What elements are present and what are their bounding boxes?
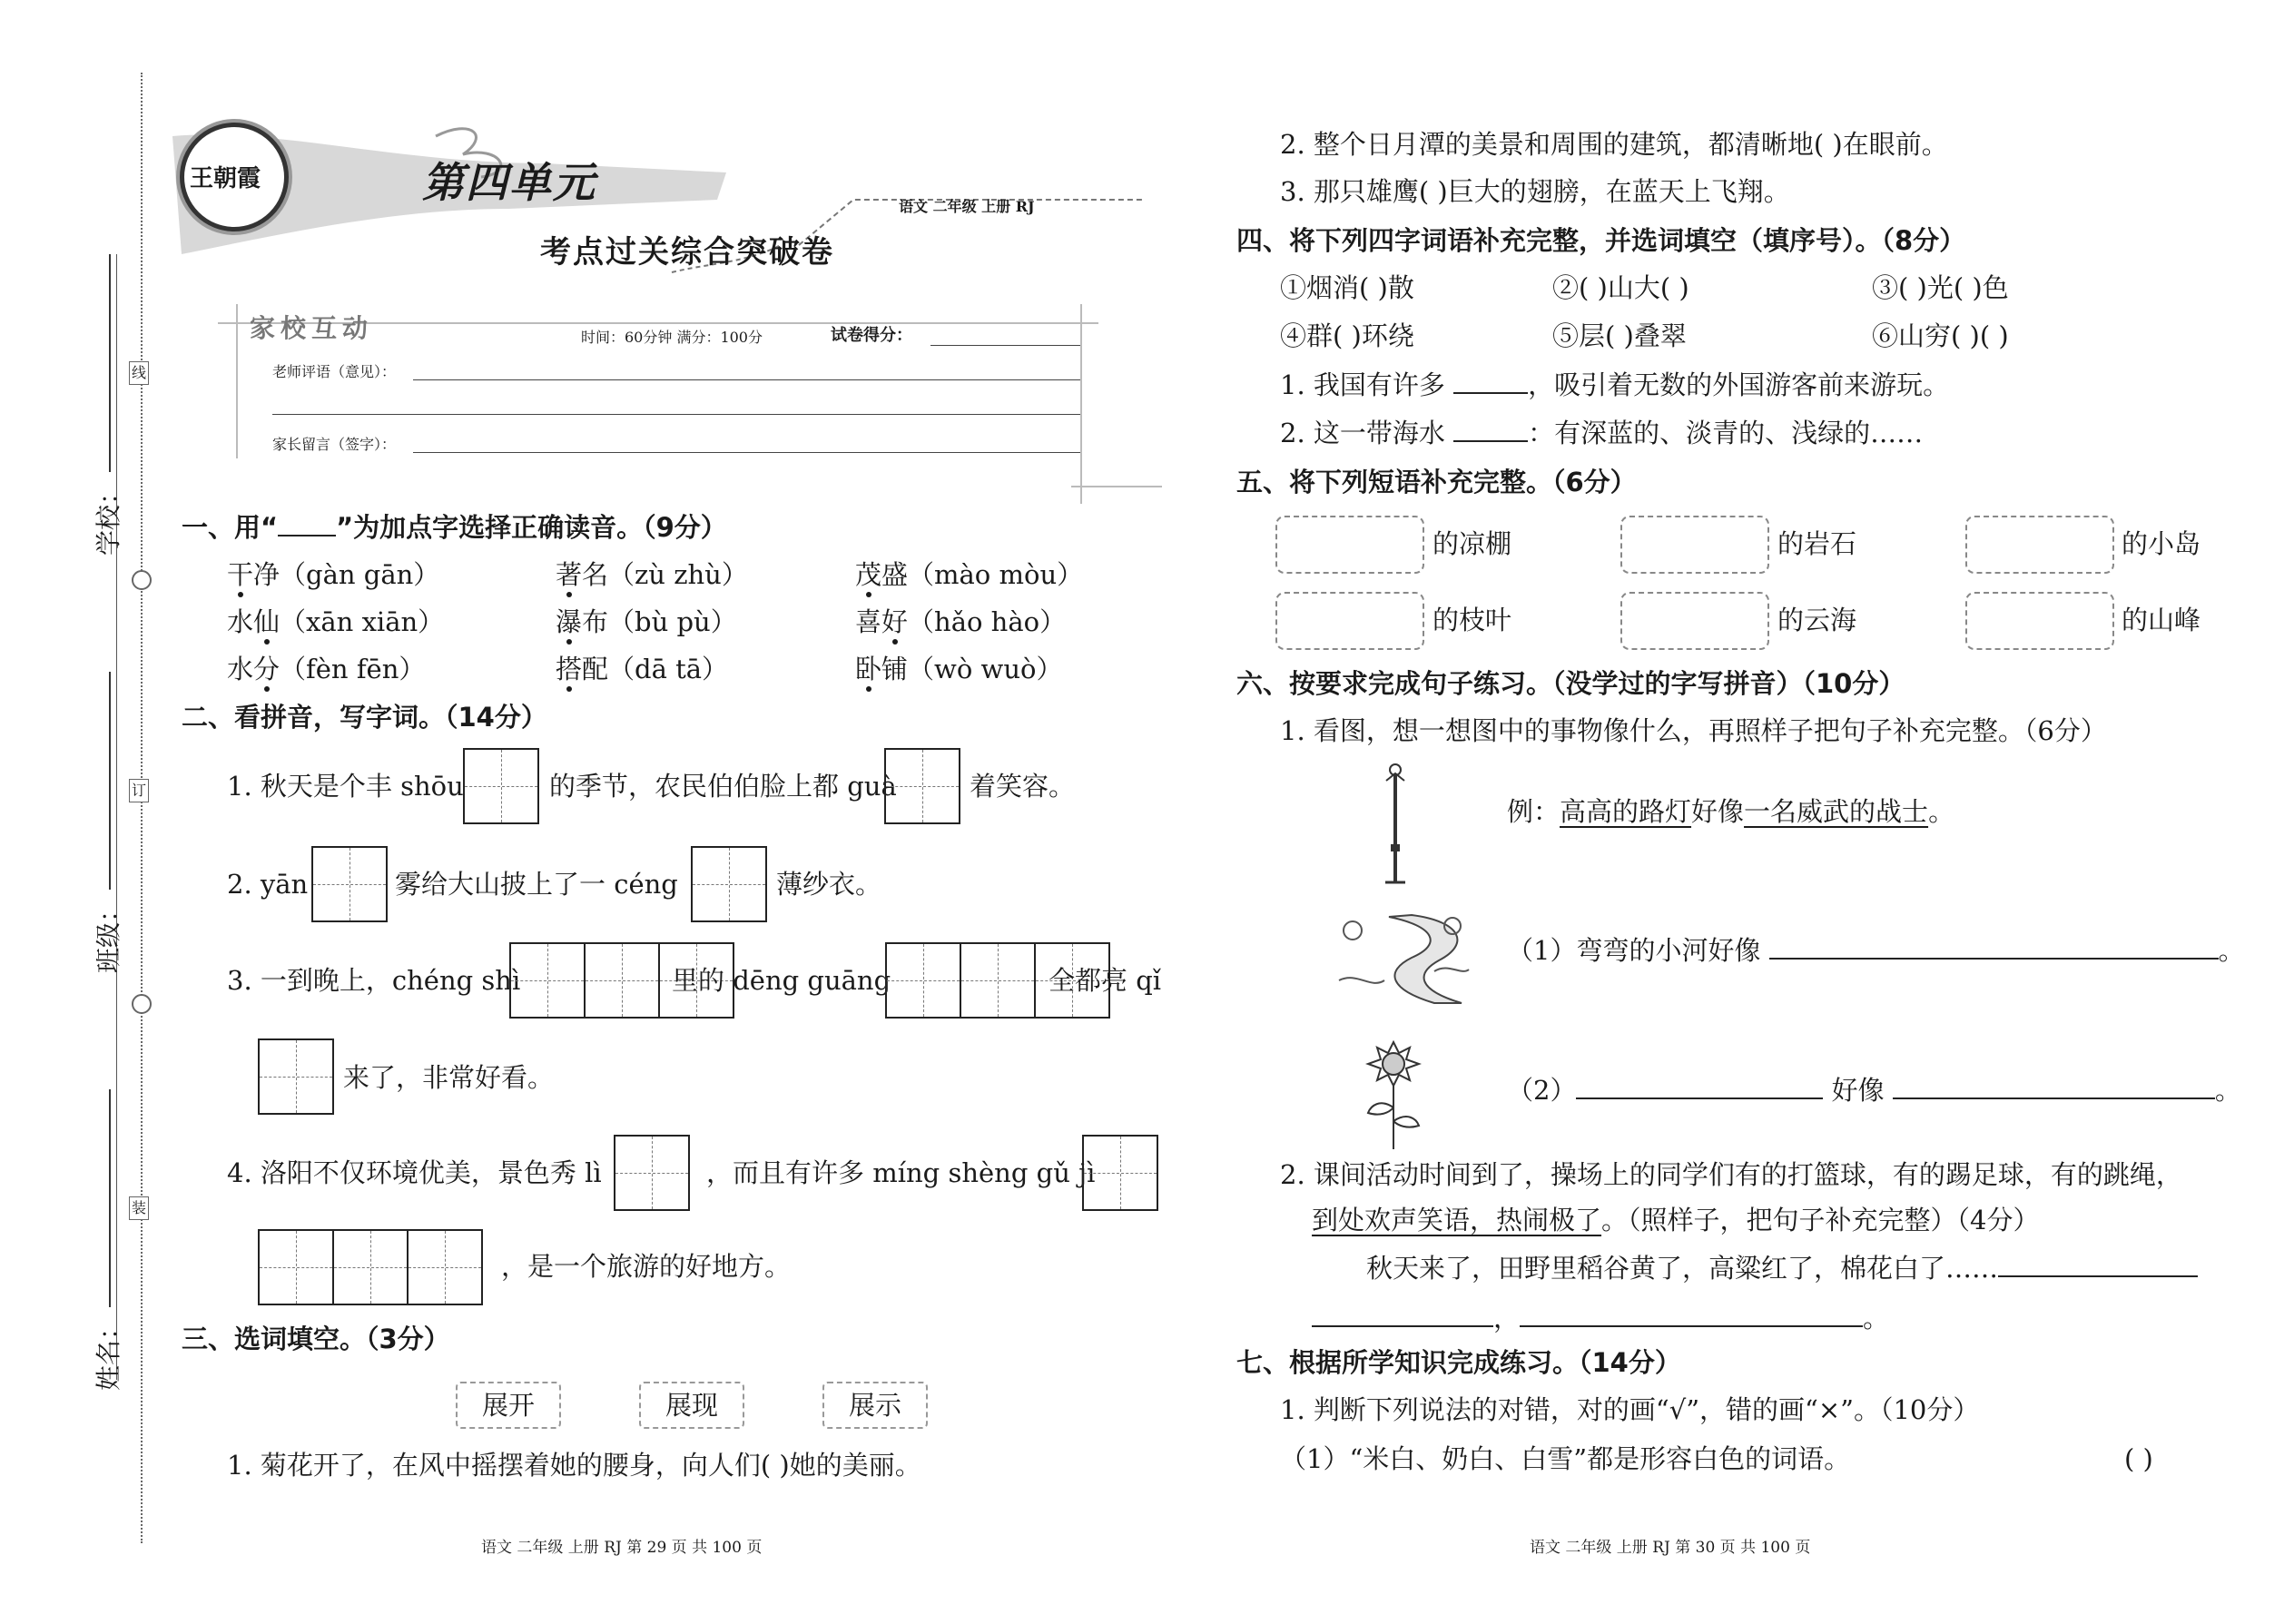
q4-2[interactable]: 2. 这一带海水 ：有深蓝的、淡青的、浅绿的……	[1280, 418, 1924, 448]
seal-circle	[132, 570, 152, 590]
pinyin-item-1[interactable]: 干净（gàn gān）	[227, 559, 440, 590]
family-label: 家校互动	[250, 313, 374, 343]
q2-3-text-d: 来了，非常好看。	[343, 1062, 555, 1093]
q2-3-text-b: 里的 dēng guāng	[672, 965, 891, 996]
write-grid-li[interactable]	[614, 1135, 690, 1211]
q6-1-2[interactable]: （2） 好像 。	[1507, 1075, 2241, 1106]
q2-4-text-a: 4. 洛阳不仅环境优美，景色秀 lì	[227, 1157, 602, 1188]
pinyin-item-6[interactable]: 喜好（hǎo hào）	[855, 606, 1067, 637]
phrase-box-5[interactable]	[1620, 592, 1769, 650]
q2-1-text-c: 着笑容。	[970, 771, 1076, 802]
brand-logo	[180, 123, 289, 231]
q2-3-text-a: 3. 一到晚上，chéng shì	[227, 965, 521, 996]
binding-margin	[0, 0, 154, 1624]
school-label: 学校：	[94, 478, 124, 556]
logo-text: 王朝霞	[190, 165, 261, 192]
seal-char-xian: 线	[129, 361, 149, 385]
score-input[interactable]	[930, 345, 1080, 346]
phrase-box-6[interactable]	[1965, 592, 2114, 650]
q6-2-line-2: 到处欢声笑语，热闹极了。（照样子，把句子补充完整）（4分）	[1312, 1205, 2040, 1235]
q7-1: 1. 判断下列说法的对错，对的画“√”，错的画“×”。（10分）	[1280, 1394, 1980, 1425]
q2-2-text-a: 2. yān	[227, 869, 309, 900]
phrase-suffix-2: 的岩石	[1777, 528, 1857, 559]
idiom-6[interactable]: ⑥山穷( )( )	[1872, 320, 2009, 351]
teacher-comment-input[interactable]	[413, 379, 1080, 380]
write-grid-ji[interactable]	[1082, 1135, 1158, 1211]
cut-line	[141, 73, 143, 1543]
write-grid-mingshenggu[interactable]	[258, 1229, 483, 1305]
q2-4-text-b: ，而且有许多 míng shèng gǔ jì	[706, 1157, 1096, 1188]
sunflower-icon	[1357, 1035, 1430, 1153]
name-field[interactable]	[87, 1089, 123, 1398]
write-grid-shou[interactable]	[463, 748, 539, 824]
class-field[interactable]	[87, 672, 123, 980]
section-3-title: 三、选词填空。（3分）	[182, 1324, 450, 1354]
pinyin-item-5[interactable]: 瀑布（bù pù）	[556, 606, 737, 637]
river-icon	[1334, 908, 1471, 1008]
pinyin-item-4[interactable]: 水仙（xān xiān）	[227, 606, 445, 637]
phrase-box-2[interactable]	[1620, 516, 1769, 574]
phrase-suffix-1: 的凉棚	[1433, 528, 1512, 559]
q2-1-text-a: 1. 秋天是个丰 shōu	[227, 771, 464, 802]
idiom-2[interactable]: ②( )山大( )	[1552, 272, 1689, 303]
word-choice-1[interactable]: 展开	[456, 1382, 561, 1429]
section-4-title: 四、将下列四字词语补充完整，并选词填空（填序号）。（8分）	[1236, 225, 1966, 256]
q4-1[interactable]: 1. 我国有许多 ，吸引着无数的外国游客前来游玩。	[1280, 369, 1950, 400]
section-2-title: 二、看拼音，写字词。（14分）	[182, 702, 547, 733]
street-lamp-icon	[1373, 761, 1418, 888]
seal-char-ding: 订	[129, 779, 149, 802]
unit-title: 第四单元	[422, 158, 596, 207]
write-grid-qi[interactable]	[258, 1038, 334, 1115]
example-sentence: 例：高高的路灯好像一名威武的战士。	[1507, 796, 1955, 827]
score-label: 试卷得分：	[831, 326, 912, 345]
name-label: 姓名：	[94, 1314, 124, 1392]
idiom-3[interactable]: ③( )光( )色	[1872, 272, 2009, 303]
course-tag: 语文 二年级 上册 RJ	[899, 198, 1035, 215]
class-label: 班级：	[94, 896, 124, 974]
seal-circle	[132, 994, 152, 1014]
judge-paren-1[interactable]: ( )	[2124, 1443, 2153, 1474]
q3-2[interactable]: 2. 整个日月潭的美景和周围的建筑，都清晰地( )在眼前。	[1280, 129, 1948, 160]
phrase-box-3[interactable]	[1965, 516, 2114, 574]
q2-2-text-c: 薄纱衣。	[776, 869, 882, 900]
pinyin-item-7[interactable]: 水分（fèn fēn）	[227, 654, 426, 684]
q2-4-text-c: ，是一个旅游的好地方。	[501, 1251, 792, 1282]
section-7-title: 七、根据所学知识完成练习。（14分）	[1236, 1347, 1681, 1378]
idiom-4[interactable]: ④群( )环绕	[1280, 320, 1414, 351]
q6-1-1[interactable]: （1）弯弯的小河好像 。	[1507, 935, 2245, 966]
school-field[interactable]	[87, 254, 123, 563]
teacher-comment-label: 老师评语（意见）：	[272, 363, 397, 380]
footer-left: 语文 二年级 上册 RJ 第 29 页 共 100 页	[481, 1539, 763, 1557]
write-grid-gua[interactable]	[884, 748, 960, 824]
seal-char-zhuang: 装	[129, 1196, 149, 1220]
pinyin-item-9[interactable]: 卧铺（wò wuò）	[855, 654, 1063, 684]
section-6-title: 六、按要求完成句子练习。（没学过的字写拼音）（10分）	[1236, 668, 1905, 699]
idiom-5[interactable]: ⑤层( )叠翠	[1552, 320, 1687, 351]
q7-1-1: （1）“米白、奶白、白雪”都是形容白色的词语。	[1280, 1443, 1851, 1474]
footer-right: 语文 二年级 上册 RJ 第 30 页 共 100 页	[1530, 1539, 1811, 1557]
q6-2-line-4[interactable]: ， 。	[1312, 1302, 1889, 1334]
q2-1-text-b: 的季节，农民伯伯脸上都 guà	[549, 771, 897, 802]
write-grid-yan[interactable]	[311, 846, 388, 922]
write-grid-ceng[interactable]	[691, 846, 767, 922]
word-choice-3[interactable]: 展示	[822, 1382, 928, 1429]
phrase-suffix-5: 的云海	[1777, 605, 1857, 635]
phrase-box-1[interactable]	[1275, 516, 1424, 574]
word-choice-2[interactable]: 展现	[639, 1382, 744, 1429]
pinyin-item-2[interactable]: 著名（zù zhù）	[556, 559, 748, 590]
phrase-suffix-4: 的枝叶	[1433, 605, 1512, 635]
section-5-title: 五、将下列短语补充完整。（6分）	[1236, 467, 1637, 497]
teacher-comment-input-2[interactable]	[272, 414, 1080, 415]
q2-2-text-b: 雾给大山披上了一 céng	[395, 869, 678, 900]
q6-2-line-1: 2. 课间活动时间到了，操场上的同学们有的打篮球，有的踢足球，有的跳绳，	[1280, 1159, 2182, 1190]
parent-message-input[interactable]	[413, 452, 1080, 453]
exam-subtitle: 考点过关综合突破卷	[540, 234, 834, 271]
phrase-suffix-6: 的山峰	[2122, 605, 2201, 635]
q3-1[interactable]: 1. 菊花开了，在风中摇摆着她的腰身，向人们( )她的美丽。	[227, 1450, 921, 1481]
phrase-box-4[interactable]	[1275, 592, 1424, 650]
q3-3[interactable]: 3. 那只雄鹰( )巨大的翅膀，在蓝天上飞翔。	[1280, 176, 1790, 207]
section-1-title: 一、用“ ”为加点字选择正确读音。（9分）	[182, 512, 727, 543]
pinyin-item-3[interactable]: 茂盛（mào mòu）	[855, 559, 1084, 590]
q6-1: 1. 看图，想一想图中的事物像什么，再照样子把句子补充完整。（6分）	[1280, 715, 2107, 746]
time-info: 时间：60分钟 满分：100分	[581, 329, 763, 346]
idiom-1[interactable]: ①烟消( )散	[1280, 272, 1414, 303]
pinyin-item-8[interactable]: 搭配（dā tā）	[556, 654, 729, 684]
q2-3-text-c: 全都亮 qǐ	[1049, 965, 1162, 996]
phrase-suffix-3: 的小岛	[2122, 528, 2201, 559]
parent-message-label: 家长留言（签字）：	[272, 436, 397, 453]
q6-2-line-3[interactable]: 秋天来了，田野里稻谷黄了，高粱红了，棉花白了……	[1366, 1252, 2198, 1284]
